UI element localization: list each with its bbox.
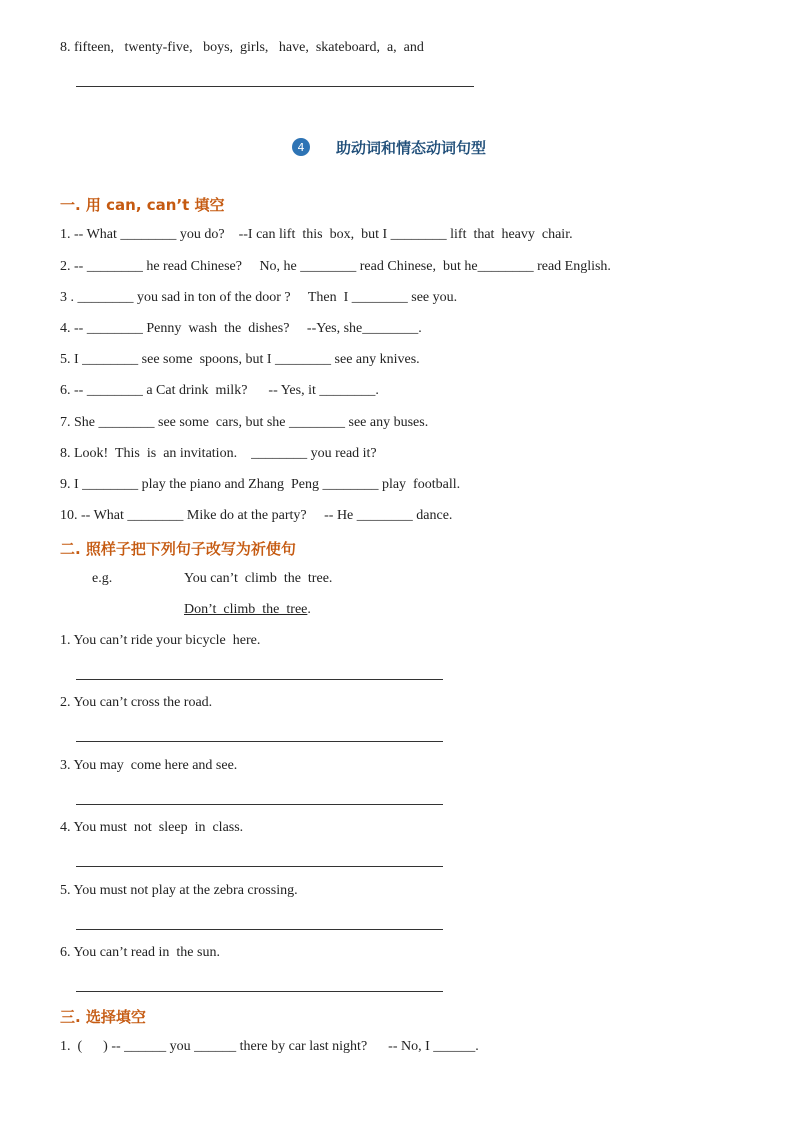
answer-line[interactable] [76, 804, 443, 805]
unit-number-badge: 4 [292, 138, 310, 156]
example-sentence: You can’t climb the tree. [184, 571, 333, 586]
s1-question: 3 . ________ you sad in ton of the door ? Then I ________ see you. [60, 290, 458, 305]
example-answer-line [184, 601, 311, 619]
s1-question: 6. -- ________ a Cat drink milk? -- Yes, it ________. [60, 383, 379, 398]
s2-question: 5. You must not play at the zebra crossing. [60, 883, 298, 898]
section-3-title: 三. 选择填空 [60, 1008, 146, 1026]
answer-line[interactable] [76, 866, 443, 867]
example-label: e.g. [92, 571, 113, 586]
unit-title: 助动词和情态动词句型 [336, 138, 487, 157]
answer-line[interactable] [76, 741, 443, 742]
s1-question: 8. Look! This is an invitation. ________ you read it? [60, 446, 377, 461]
s1-question: 4. -- ________ Penny wash the dishes? --Yes, she________. [60, 321, 422, 336]
s1-question: 5. I ________ see some spoons, but I ________ see any knives. [60, 352, 420, 367]
s1-question: 10. -- What ________ Mike do at the party? -- He ________ dance. [60, 508, 453, 523]
previous-item-8: 8. fifteen, twenty-five, boys, girls, have, skateboard, a, and [60, 40, 424, 55]
s1-question: 9. I ________ play the piano and Zhang Peng ________ play football. [60, 477, 461, 492]
answer-line[interactable] [76, 991, 443, 992]
answer-line[interactable] [76, 679, 443, 680]
answer-line[interactable] [76, 86, 474, 87]
example-answer: Don’t climb the tree [184, 602, 308, 617]
s3-question: 1. ( ) -- ______ you ______ there by car last night? -- No, I ______. [60, 1039, 479, 1054]
section-2-title: 二. 照样子把下列句子改写为祈使句 [60, 540, 296, 558]
section-1-title: 一. 用 can, can’t 填空 [60, 196, 225, 214]
s2-question: 6. You can’t read in the sun. [60, 945, 220, 960]
s2-question: 2. You can’t cross the road. [60, 695, 213, 710]
unit-header [292, 136, 486, 158]
s1-question: 1. -- What ________ you do? --I can lift this box, but I ________ lift that heavy chair. [60, 227, 573, 242]
answer-line[interactable] [76, 929, 443, 930]
example-period: . [307, 602, 311, 617]
s1-question: 7. She ________ see some cars, but she ________ see any buses. [60, 415, 429, 430]
s1-question: 2. -- ________ he read Chinese? No, he ________ read Chinese, but he________ read English. [60, 259, 611, 274]
s2-question: 4. You must not sleep in class. [60, 820, 244, 835]
s2-question: 3. You may come here and see. [60, 758, 238, 773]
s2-question: 1. You can’t ride your bicycle here. [60, 633, 261, 648]
